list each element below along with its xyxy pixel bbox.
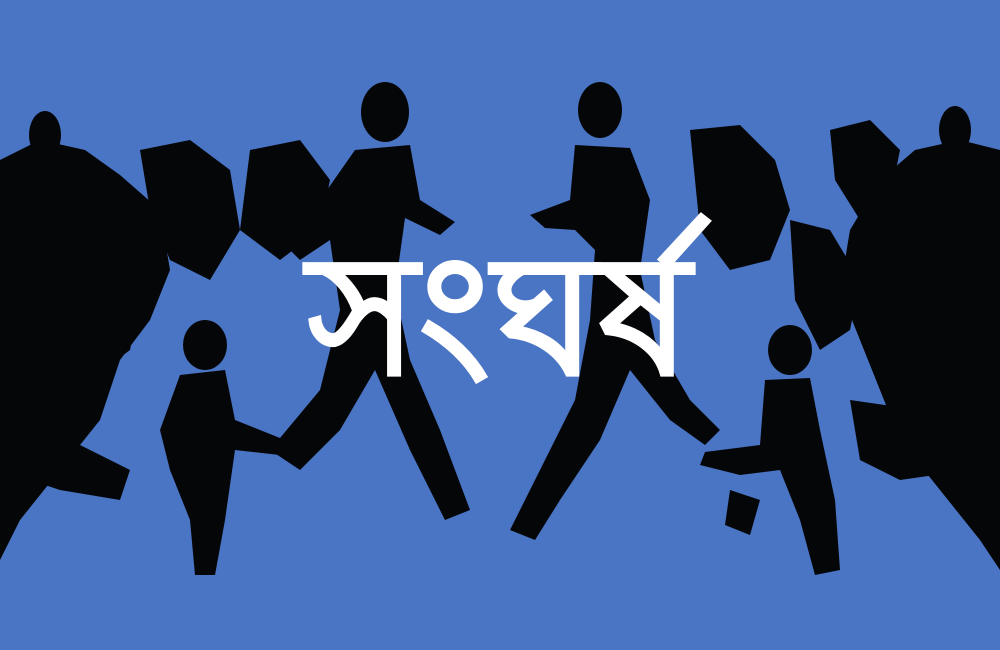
headline-text: সংঘর্ষ — [307, 218, 693, 414]
